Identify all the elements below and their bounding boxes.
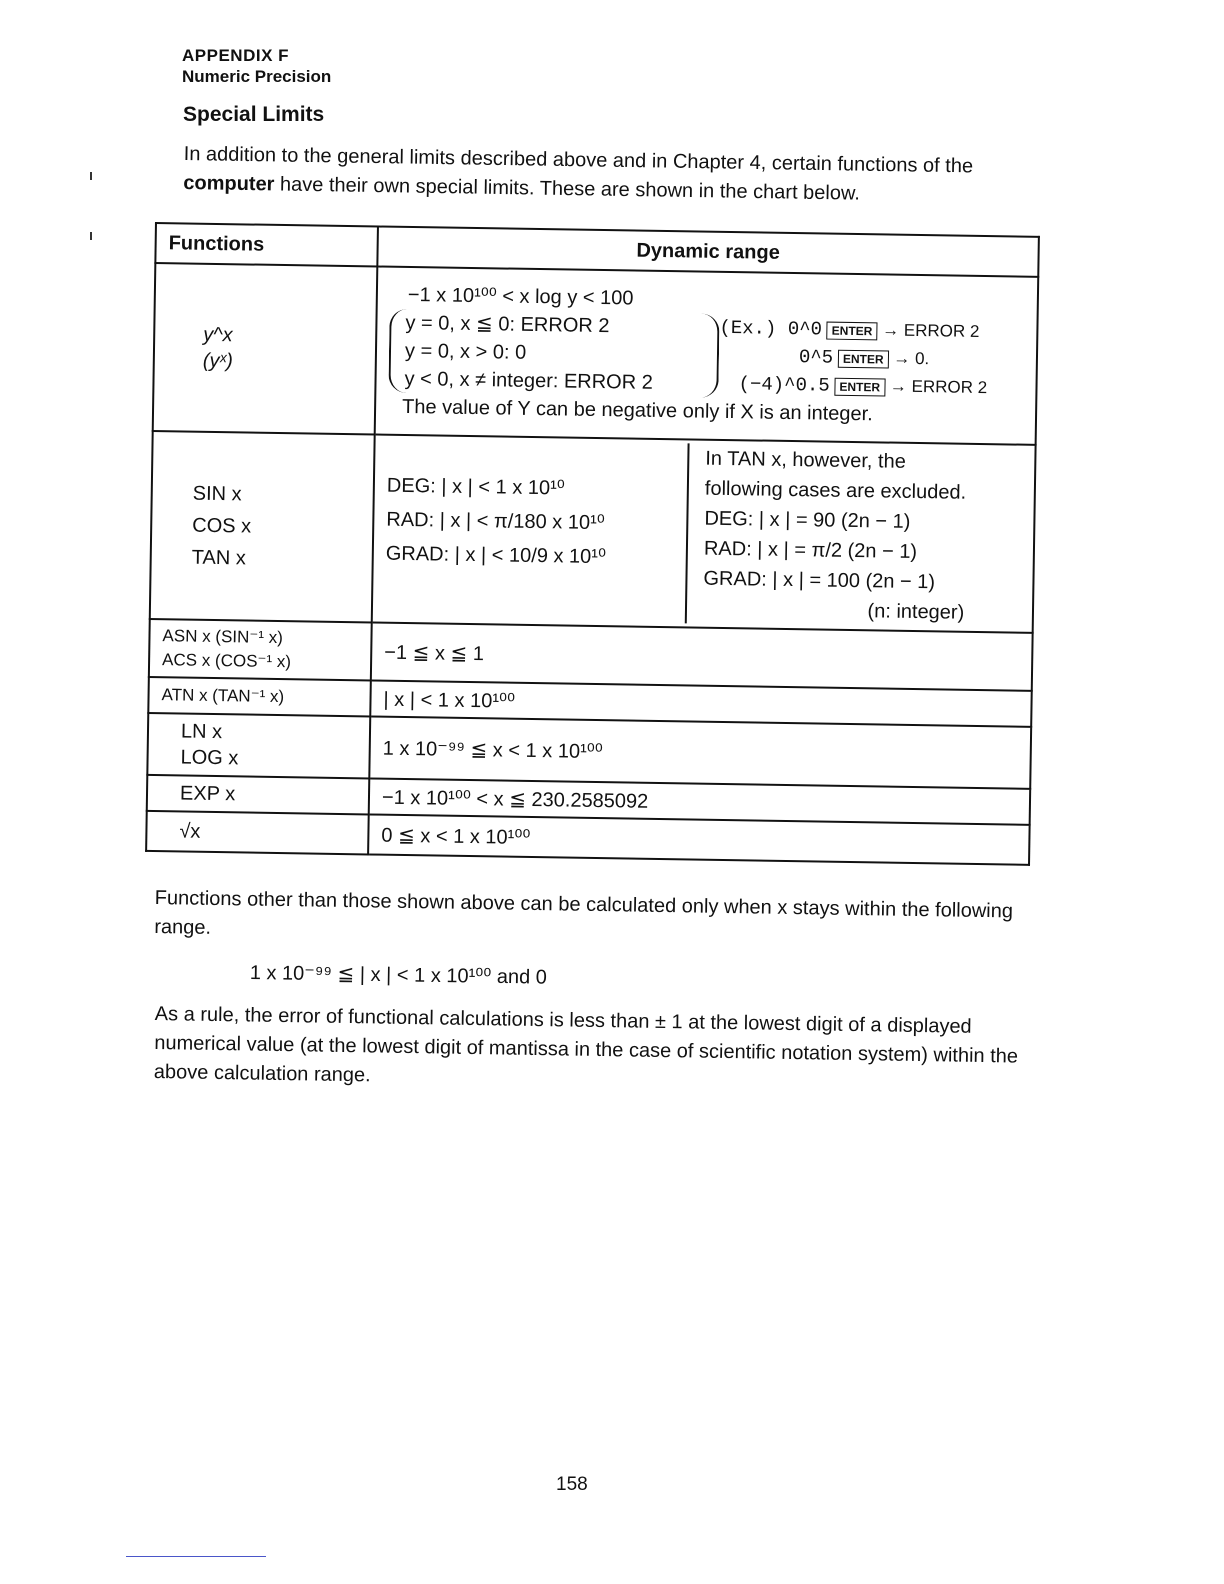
footer-rule — [126, 1556, 266, 1557]
sqrt-range-cell: 0 ≦ x < 1 x 10¹⁰⁰ — [368, 814, 1030, 864]
appendix-heading: APPENDIX F — [182, 46, 290, 65]
power-func-alt: (yˣ) — [202, 349, 234, 373]
trig-deg-range: DEG: | x | < 1 x 10¹⁰ — [386, 474, 565, 500]
example-2-result: → 0. — [893, 348, 930, 369]
tan-deg-exclusion: DEG: | x | = 90 (2n − 1) — [704, 507, 911, 533]
rule-paragraph: As a rule, the error of functional calculations is less than ± 1 at the lowest digit of a displayed numerical value (at the lowest digit of mantissa in the case of scientific notation system) within the above calculation range. — [153, 1002, 1019, 1087]
sqrt-function-cell: √x — [146, 811, 369, 854]
example-3-input: (−4)^0.5 — [738, 373, 830, 397]
section-title: Special Limits — [183, 103, 325, 126]
table-row-trig — [150, 431, 1036, 633]
log-range-cell: 1 x 10⁻⁹⁹ ≦ x < 1 x 10¹⁰⁰ — [369, 716, 1031, 788]
limits-table-container — [145, 222, 1040, 899]
exp-range-cell: −1 x 10¹⁰⁰ < x ≦ 230.2585092 — [369, 778, 1030, 824]
header-functions: Functions — [155, 223, 378, 266]
exp-function-cell: EXP x — [147, 775, 370, 814]
enter-key-icon: ENTER — [827, 321, 878, 340]
integer-note: (n: integer) — [867, 600, 965, 624]
atn-range-cell: | x | < 1 x 10¹⁰⁰ — [370, 680, 1031, 726]
asn-function-cell — [149, 619, 372, 680]
example-1-input: (Ex.) 0^0 — [719, 316, 823, 341]
intro-text-part1: In addition to the general limits described above and in Chapter 4, certain functions of the — [183, 142, 974, 178]
power-range-line: −1 x 10¹⁰⁰ < x log y < 100 — [407, 283, 634, 310]
header-dynamic-range: Dynamic range — [377, 227, 1039, 277]
power-range-cell — [375, 266, 1039, 444]
other-functions-paragraph: Functions other than those shown above can be calculated only when x stays within the following range. — [154, 886, 1014, 939]
tan-rad-exclusion: RAD: | x | = π/2 (2n − 1) — [703, 537, 918, 564]
limits-table — [145, 222, 1040, 866]
example-2-input: 0^5 — [798, 346, 834, 369]
margin-mark — [90, 232, 92, 240]
page-number: 158 — [556, 1474, 588, 1495]
power-examples — [718, 314, 1024, 403]
power-example-1 — [719, 314, 1024, 347]
power-case-2: y = 0, x > 0: 0 — [404, 339, 527, 364]
log-func: LOG x — [180, 746, 239, 770]
trig-func-sin: SIN x — [192, 482, 242, 506]
power-case-group — [388, 309, 719, 398]
power-func-name: y^x — [203, 323, 233, 347]
trig-ranges — [385, 439, 690, 624]
trig-rad-range: RAD: | x | < π/180 x 10¹⁰ — [386, 508, 605, 535]
trig-range-split — [385, 439, 1023, 629]
power-cases — [388, 309, 1024, 403]
power-case-3: y < 0, x ≠ integer: ERROR 2 — [404, 367, 654, 394]
ln-func: LN x — [180, 720, 223, 744]
enter-key-icon: ENTER — [838, 349, 889, 368]
intro-text-bold: computer — [183, 171, 275, 196]
tan-exclusions — [687, 443, 967, 627]
acs-func: ACS x (COS⁻¹ x) — [161, 650, 292, 672]
trig-grad-range: GRAD: | x | < 10/9 x 10¹⁰ — [385, 542, 607, 569]
trig-func-tan: TAN x — [191, 546, 246, 570]
table-row-power — [153, 263, 1039, 445]
tan-grad-exclusion: GRAD: | x | = 100 (2n − 1) — [703, 567, 936, 594]
trig-range-cell — [372, 434, 1036, 632]
tan-note-2: following cases are excluded. — [704, 477, 967, 504]
asn-func: ASN x (SIN⁻¹ x) — [162, 626, 284, 648]
trig-func-cos: COS x — [192, 514, 252, 538]
enter-key-icon: ENTER — [834, 377, 885, 396]
trig-function-cell — [150, 431, 375, 622]
power-case-1: y = 0, x ≦ 0: ERROR 2 — [405, 311, 610, 338]
log-function-cell — [147, 713, 370, 778]
tan-note-1: In TAN x, however, the — [705, 447, 906, 473]
example-3-result: → ERROR 2 — [889, 376, 988, 398]
power-function-cell — [153, 263, 378, 434]
power-note: The value of Y can be negative only if X is an integer. — [401, 395, 873, 426]
margin-mark — [90, 172, 92, 180]
intro-text-part2: have their own special limits. These are shown in the chart below. — [274, 173, 861, 205]
general-range-line: 1 x 10⁻⁹⁹ ≦ | x | < 1 x 10¹⁰⁰ and 0 — [249, 961, 548, 989]
atn-function-cell: ATN x (TAN⁻¹ x) — [148, 677, 371, 716]
appendix-subtitle: Numeric Precision — [182, 67, 332, 86]
example-1-result: → ERROR 2 — [882, 320, 980, 341]
intro-paragraph — [183, 140, 1064, 212]
asn-range-cell: −1 ≦ x ≦ 1 — [371, 622, 1033, 690]
